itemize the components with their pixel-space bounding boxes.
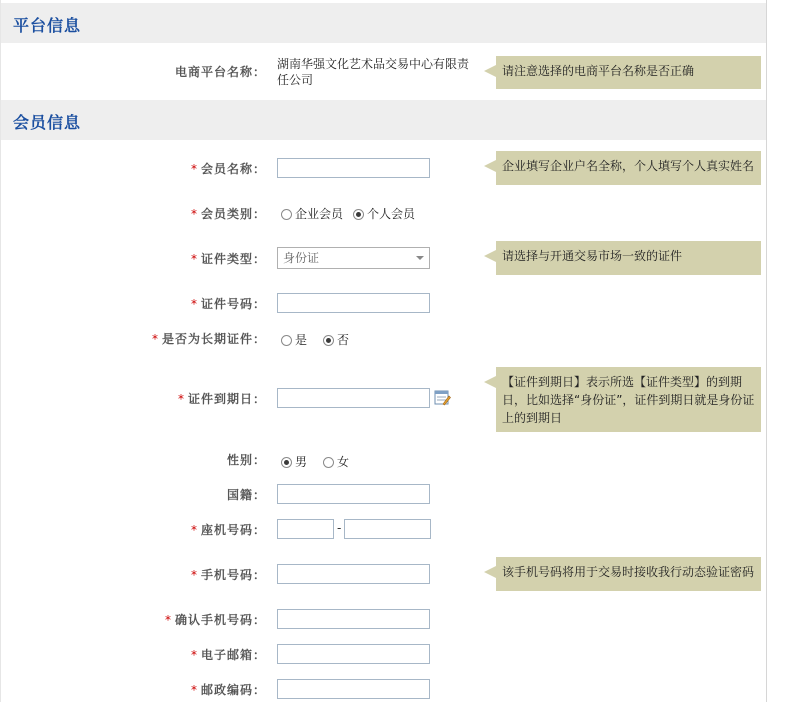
member-type-label: * 会员类别： xyxy=(190,207,266,221)
nationality-label: 国籍： xyxy=(226,488,266,502)
radio-male[interactable] xyxy=(281,457,292,468)
chevron-down-icon xyxy=(416,256,424,260)
platform-name-tip: 请注意选择的电商平台名称是否正确 xyxy=(496,56,761,89)
radio-no[interactable] xyxy=(323,335,334,346)
platform-name-value: 湖南华强文化艺术品交易中心有限责任公司 xyxy=(277,57,470,87)
id-type-selected-value: 身份证 xyxy=(283,251,320,265)
gender-option-male[interactable]: 男 xyxy=(281,455,307,469)
mobile-tip: 该手机号码将用于交易时接收我行动态验证密码 xyxy=(496,557,761,591)
landline-area-input[interactable] xyxy=(277,519,334,539)
section-header-member xyxy=(1,100,766,140)
id-number-input[interactable] xyxy=(277,293,430,313)
id-expiry-label: * 证件到期日： xyxy=(177,392,266,406)
long-term-option-yes[interactable]: 是 xyxy=(281,333,307,347)
gender-label: 性别： xyxy=(226,453,266,467)
mobile-input[interactable] xyxy=(277,564,430,584)
gender-radios xyxy=(281,453,359,470)
email-input[interactable] xyxy=(277,644,430,664)
gender-option-female[interactable]: 女 xyxy=(323,455,349,469)
section-title-member: 会员信息 xyxy=(13,113,82,132)
long-term-label: * 是否为长期证件： xyxy=(151,332,266,346)
id-number-label: * 证件号码： xyxy=(190,297,266,311)
postcode-input[interactable] xyxy=(277,679,430,699)
long-term-radios xyxy=(281,331,359,348)
radio-female[interactable] xyxy=(323,457,334,468)
member-name-tip: 企业填写企业户名全称，个人填写个人真实姓名 xyxy=(496,151,761,185)
id-type-label: * 证件类型： xyxy=(190,252,266,266)
radio-individual[interactable] xyxy=(353,209,364,220)
section-header-platform xyxy=(1,3,766,43)
member-name-input[interactable] xyxy=(277,158,430,178)
id-expiry-tip: 【证件到期日】表示所选【证件类型】的到期日，比如选择“身份证”，证件到期日就是身份证上的到期日 xyxy=(496,367,761,432)
postcode-label: * 邮政编码： xyxy=(190,683,266,697)
member-name-label: * 会员名称： xyxy=(190,162,266,176)
long-term-option-no[interactable]: 否 xyxy=(323,333,349,347)
landline-separator: - xyxy=(337,521,342,535)
mobile-confirm-label: * 确认手机号码： xyxy=(164,613,266,627)
member-type-radios xyxy=(281,205,425,222)
mobile-confirm-input[interactable] xyxy=(277,609,430,629)
radio-enterprise[interactable] xyxy=(281,209,292,220)
id-type-tip: 请选择与开通交易市场一致的证件 xyxy=(496,241,761,275)
member-type-option-enterprise[interactable]: 企业会员 xyxy=(281,207,343,221)
mobile-label: * 手机号码： xyxy=(190,568,266,582)
member-type-option-individual[interactable]: 个人会员 xyxy=(353,207,415,221)
radio-yes[interactable] xyxy=(281,335,292,346)
landline-number-input[interactable] xyxy=(344,519,431,539)
landline-label: * 座机号码： xyxy=(190,523,266,537)
platform-name-label: 电商平台名称： xyxy=(174,65,266,79)
email-label: * 电子邮箱： xyxy=(190,648,266,662)
id-expiry-input[interactable] xyxy=(277,388,430,408)
section-title-platform: 平台信息 xyxy=(13,16,82,35)
calendar-icon[interactable] xyxy=(434,389,451,406)
nationality-input[interactable] xyxy=(277,484,430,504)
id-type-select[interactable] xyxy=(277,247,430,269)
